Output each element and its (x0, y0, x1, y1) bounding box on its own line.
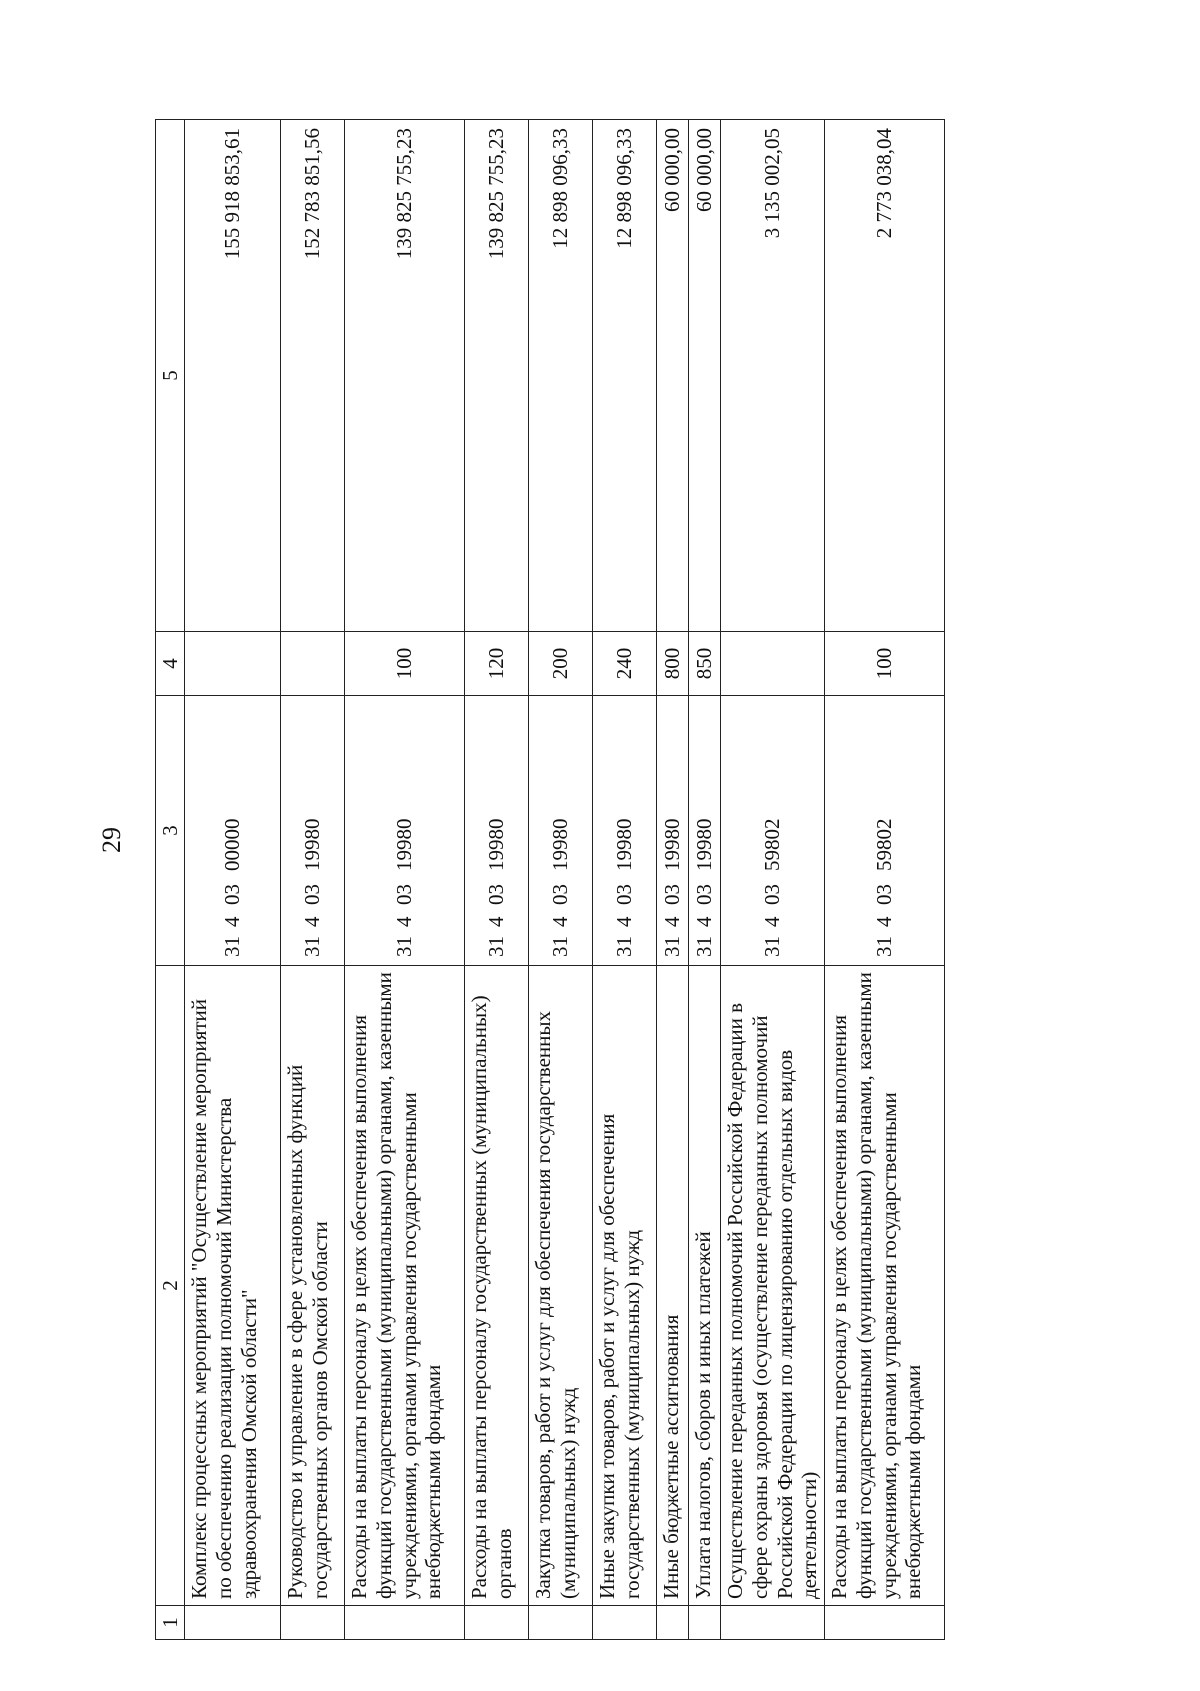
description-cell: Иные закупки товаров, работ и услуг для обеспечения государственных (муниципальных) нужд (593, 966, 657, 1606)
code-cell (345, 696, 465, 966)
amount-cell: 152 783 851,56 (281, 120, 345, 632)
code-direction: 19980 (392, 818, 417, 871)
expense-type-cell: 850 (689, 632, 721, 696)
description-cell: Уплата налогов, сборов и иных платежей (689, 966, 721, 1606)
row-number-cell (465, 1606, 529, 1640)
code-direction: 00000 (220, 818, 245, 871)
amount-cell: 60 000,00 (689, 120, 721, 632)
code-complex: 03 (760, 884, 785, 905)
amount-cell: 3 135 002,05 (721, 120, 825, 632)
code-complex: 03 (660, 884, 685, 905)
description-cell: Закупка товаров, работ и услуг для обеспечения государственных (муниципальных) нужд (529, 966, 593, 1606)
amount-cell: 2 773 038,04 (825, 120, 945, 632)
page-number: 29 (97, 827, 126, 853)
expense-type-cell (281, 632, 345, 696)
description-cell: Расходы на выплаты персоналу в целях обеспечения выполнения функций государственными (муниципальными) органами, казенными учреждениями, органами управления государственными внебюджетными фондами (345, 966, 465, 1606)
expense-type-cell: 120 (465, 632, 529, 696)
code-direction: 59802 (872, 818, 897, 871)
description-cell: Руководство и управление в сфере установленных функций государственных органов Омской области (281, 966, 345, 1606)
expense-type-cell: 100 (825, 632, 945, 696)
code-direction: 19980 (300, 818, 325, 871)
code-type: 4 (872, 916, 897, 927)
header-col-4: 4 (156, 632, 185, 696)
code-type: 4 (612, 916, 637, 927)
description-cell: Комплекс процессных мероприятий "Осуществление мероприятий по обеспечению реализации полномочий Министерства здравоохранения Омской области" (185, 966, 281, 1606)
code-type: 4 (300, 916, 325, 927)
row-number-cell (345, 1606, 465, 1640)
code-cell (281, 696, 345, 966)
code-program: 31 (484, 936, 509, 957)
code-cell (593, 696, 657, 966)
description-cell: Расходы на выплаты персоналу государственных (муниципальных) органов (465, 966, 529, 1606)
code-complex: 03 (300, 884, 325, 905)
code-cell (465, 696, 529, 966)
code-program: 31 (220, 936, 245, 957)
row-number-cell (281, 1606, 345, 1640)
amount-cell: 60 000,00 (657, 120, 689, 632)
code-program: 31 (548, 936, 573, 957)
table-row (465, 120, 529, 1640)
budget-table (155, 119, 945, 1640)
row-number-cell (689, 1606, 721, 1640)
row-number-cell (185, 1606, 281, 1640)
row-number-cell (657, 1606, 689, 1640)
code-program: 31 (660, 936, 685, 957)
code-complex: 03 (220, 884, 245, 905)
amount-cell: 139 825 755,23 (345, 120, 465, 632)
description-cell: Иные бюджетные ассигнования (657, 966, 689, 1606)
row-number-cell (721, 1606, 825, 1640)
code-direction: 19980 (660, 818, 685, 871)
code-type: 4 (220, 916, 245, 927)
header-col-3: 3 (156, 696, 185, 966)
header-col-5: 5 (156, 120, 185, 632)
code-program: 31 (872, 936, 897, 957)
header-row (156, 120, 185, 1640)
table-row (657, 120, 689, 1640)
code-complex: 03 (872, 884, 897, 905)
code-cell (721, 696, 825, 966)
table-row (185, 120, 281, 1640)
code-program: 31 (300, 936, 325, 957)
table-row (345, 120, 465, 1640)
code-type: 4 (692, 916, 717, 927)
amount-cell: 12 898 096,33 (529, 120, 593, 632)
description-cell: Осуществление переданных полномочий Российской Федерации в сфере охраны здоровья (осуществление переданных полномочий Российской Федерации по лицензированию отдельных видов деятельности) (721, 966, 825, 1606)
expense-type-cell (721, 632, 825, 696)
code-type: 4 (760, 916, 785, 927)
expense-type-cell: 100 (345, 632, 465, 696)
code-complex: 03 (484, 884, 509, 905)
code-direction: 19980 (484, 818, 509, 871)
code-type: 4 (548, 916, 573, 927)
amount-cell: 155 918 853,61 (185, 120, 281, 632)
code-type: 4 (484, 916, 509, 927)
code-direction: 19980 (548, 818, 573, 871)
amount-cell: 12 898 096,33 (593, 120, 657, 632)
expense-type-cell: 200 (529, 632, 593, 696)
amount-cell: 139 825 755,23 (465, 120, 529, 632)
description-cell: Расходы на выплаты персоналу в целях обеспечения выполнения функций государственными (муниципальными) органами, казенными учреждениями, органами управления государственными внебюджетными фондами (825, 966, 945, 1606)
code-program: 31 (392, 936, 417, 957)
code-type: 4 (392, 916, 417, 927)
code-program: 31 (760, 936, 785, 957)
header-col-1: 1 (156, 1606, 185, 1640)
code-type: 4 (660, 916, 685, 927)
table-row (281, 120, 345, 1640)
row-number-cell (529, 1606, 593, 1640)
code-cell (185, 696, 281, 966)
table-row (721, 120, 825, 1640)
code-complex: 03 (548, 884, 573, 905)
code-direction: 19980 (612, 818, 637, 871)
table-row (689, 120, 721, 1640)
header-col-2: 2 (156, 966, 185, 1606)
code-program: 31 (612, 936, 637, 957)
code-direction: 59802 (760, 818, 785, 871)
row-number-cell (825, 1606, 945, 1640)
table-row (825, 120, 945, 1640)
row-number-cell (593, 1606, 657, 1640)
code-complex: 03 (692, 884, 717, 905)
code-complex: 03 (612, 884, 637, 905)
table-row (593, 120, 657, 1640)
expense-type-cell: 240 (593, 632, 657, 696)
code-cell (657, 696, 689, 966)
code-cell (529, 696, 593, 966)
expense-type-cell: 800 (657, 632, 689, 696)
code-program: 31 (692, 936, 717, 957)
code-complex: 03 (392, 884, 417, 905)
table-row (529, 120, 593, 1640)
code-cell (689, 696, 721, 966)
code-direction: 19980 (692, 818, 717, 871)
expense-type-cell (185, 632, 281, 696)
budget-table-container (155, 120, 945, 1640)
code-cell (825, 696, 945, 966)
